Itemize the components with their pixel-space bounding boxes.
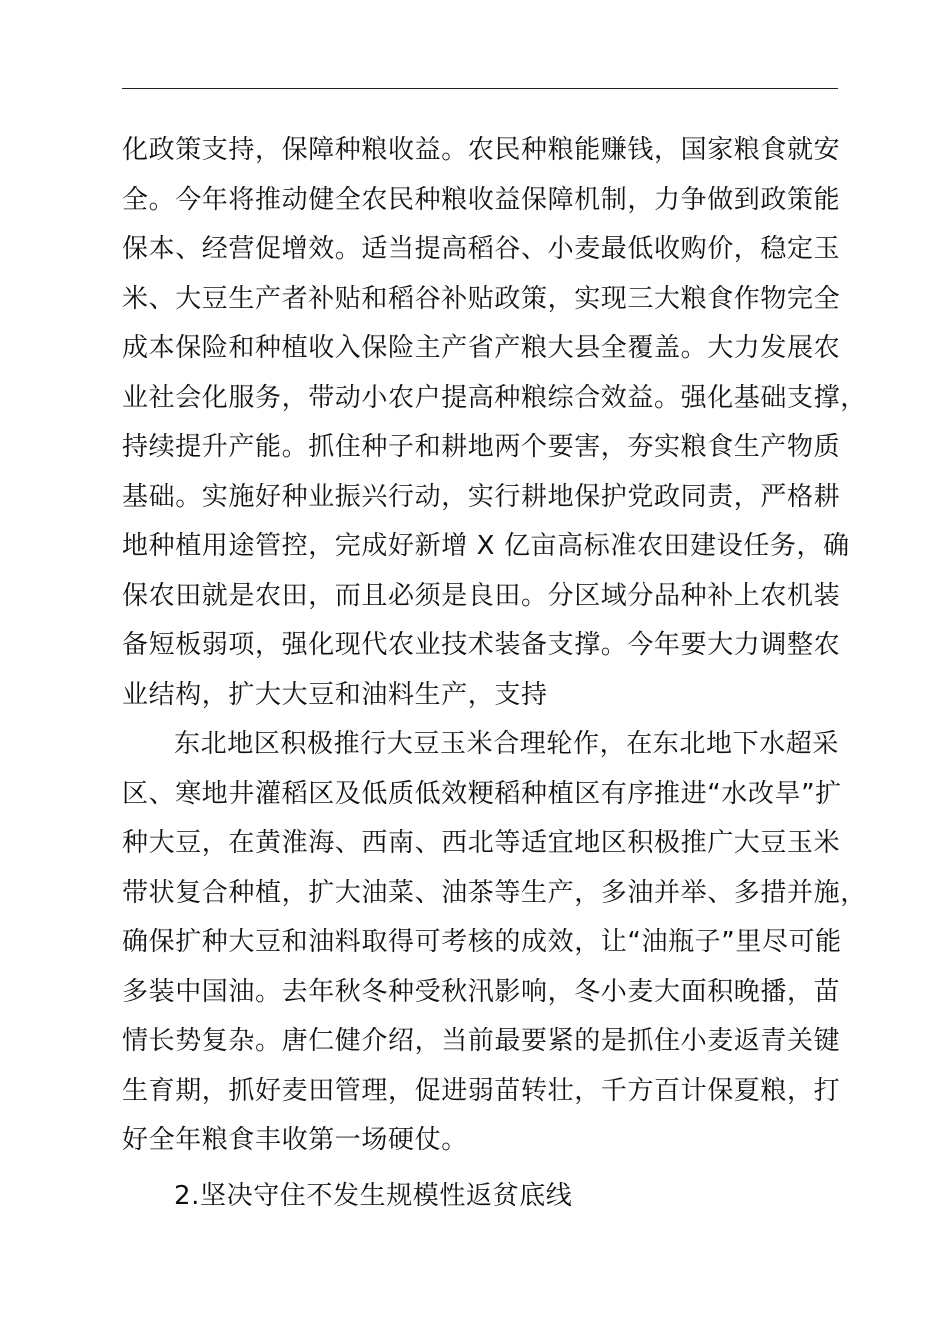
text-line: 生育期，抓好麦田管理，促进弱苗转壮，千方百计保夏粮，打 [122,1075,841,1106]
text-line: 业社会化服务，带动小农户提高种粮综合效益。强化基础支撑， [122,382,867,413]
text-line: 业结构，扩大大豆和油料生产，支持 [122,679,548,710]
text-line: 种大豆，在黄淮海、西南、西北等适宜地区积极推广大豆玉米 [122,828,841,858]
text-line: 成本保险和种植收入保险主产省产粮大县全覆盖。大力发展农 [122,333,841,363]
body-text [122,126,867,1166]
text-line: 化政策支持，保障种粮收益。农民种粮能赚钱，国家粮食就安 [122,135,841,165]
text-line: 持续提升产能。抓住种子和耕地两个要害，夯实粮食生产物质 [122,432,841,462]
header-rule [122,88,838,89]
text-line: 区、寒地井灌稻区及低质低效粳稻种植区有序推进“水改旱”扩 [122,778,842,809]
text-line: 米、大豆生产者补贴和稻谷补贴政策，实现三大粮食作物完全 [122,283,841,314]
paragraph-1 [122,126,867,720]
text-line: 基础。实施好种业振兴行动，实行耕地保护党政同责，严格耕 [122,481,841,512]
text-line: 东北地区积极推行大豆玉米合理轮作，在东北地下水超采 [174,729,840,759]
text-line: 备短板弱项，强化现代农业技术装备支撑。今年要大力调整农 [122,630,841,660]
text-line: 情长势复杂。唐仁健介绍，当前最要紧的是抓住小麦返青关键 [122,1026,841,1056]
text-line: 保农田就是农田，而且必须是良田。分区域分品种补上农机装 [122,580,841,611]
text-line: 多装中国油。去年秋冬种受秋汛影响，冬小麦大面积晚播，苗 [122,976,841,1007]
paragraph-2 [122,720,867,1166]
text-line: 好全年粮食丰收第一场硬仗。 [122,1125,468,1155]
text-line: 全。今年将推动健全农民种粮收益保障机制，力争做到政策能 [122,184,841,215]
text-line: 保本、经营促增效。适当提高稻谷、小麦最低收购价，稳定玉 [122,234,841,264]
text-line: 带状复合种植，扩大油菜、油茶等生产，多油并举、多措并施， [122,877,867,908]
text-line: 地种植用途管控，完成好新增 X 亿亩高标准农田建设任务，确 [122,531,850,561]
text-line: 确保扩种大豆和油料取得可考核的成效，让“油瓶子”里尽可能 [122,927,842,957]
section-heading: 2.坚决守住不发生规模性返贫底线 [174,1181,573,1211]
